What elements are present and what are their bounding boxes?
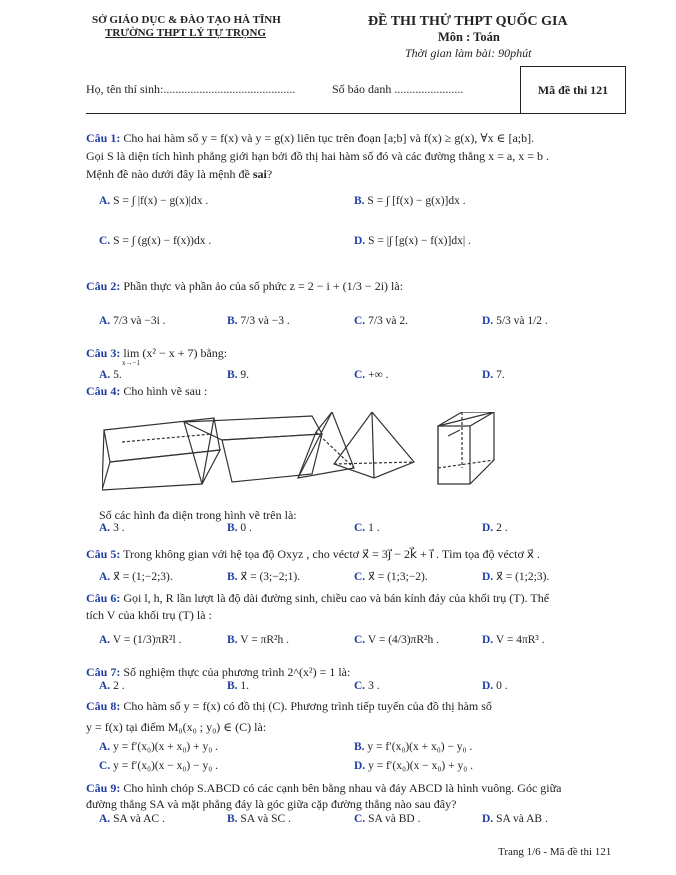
option-text: y = f′(x₀)(x − x₀) + y₀ . [368,760,473,772]
question-3-option-d[interactable] [482,369,505,381]
option-text: 7. [496,369,505,381]
option-text: 0 . [240,522,252,534]
question-5-line [86,547,540,562]
student-id-line: Số báo danh ....................... [332,82,464,96]
option-label: A. [99,680,111,692]
question-7-label: Câu 7: [86,665,121,679]
question-5-option-a[interactable] [99,569,173,583]
question-4-option-a[interactable] [99,522,125,534]
question-8-option-b[interactable] [354,741,472,753]
option-text: 7/3 và −3i . [113,315,166,327]
option-text: 3 . [113,522,125,534]
polyhedra-figure [102,412,622,494]
option-text: x⃗ = (1;−2;3). [113,571,173,583]
question-1-line2: Gọi S là diện tích hình phẳng giới hạn bởi đồ thị hai hàm số đó và các đường thẳng x = a, x = b . [86,149,550,163]
question-5-option-c[interactable] [354,569,428,583]
question-3-limit-sub: x→−1 [122,359,140,367]
question-9-label: Câu 9: [86,781,121,795]
question-9-text1: Cho hình chóp S.ABCD có các cạnh bên bằng nhau và đáy ABCD là hình vuông. Góc giữa [123,781,562,795]
question-1-text3: Mệnh đề nào dưới đây là mệnh đề [86,167,253,181]
question-5-option-d[interactable] [482,569,549,583]
option-label: D. [482,634,494,646]
option-label: B. [354,741,365,753]
option-text: V = 4πR³ . [495,634,545,646]
option-label: A. [99,195,111,207]
option-label: B. [227,634,238,646]
option-label: C. [354,522,366,534]
question-2-option-c[interactable] [354,315,408,327]
question-9-option-d[interactable] [482,813,548,825]
question-2-line [86,279,403,294]
option-label: B. [227,571,238,583]
option-label: A. [99,813,111,825]
student-name-line: Họ, tên thí sinh:............................................ [86,82,296,96]
figure-shape-pyramid [334,412,414,478]
question-9-option-c[interactable] [354,813,420,825]
question-7-option-c[interactable] [354,680,380,692]
option-text: 2 . [496,522,508,534]
question-5-text: Trong không gian với hệ tọa độ Oxyz , cho véctơ x⃗ = 3j⃗ − 2k⃗ + i⃗ . Tìm tọa độ véctơ x⃗ . [123,547,540,561]
question-5-option-b[interactable] [227,569,300,583]
option-text: V = πR²h . [240,634,289,646]
option-text: 5/3 và 1/2 . [496,315,548,327]
option-text: 7/3 và −3 . [240,315,290,327]
question-1-option-d[interactable] [354,235,471,247]
option-label: C. [354,680,366,692]
option-label: D. [482,680,494,692]
option-text: V = (1/3)πR²l . [112,634,182,646]
question-3-text: lim (x² − x + 7) bằng: [123,346,228,360]
question-7-option-b[interactable] [227,680,249,692]
question-6-line1 [86,591,549,606]
department-name: SỞ GIÁO DỤC & ĐÀO TẠO HÀ TĨNH [92,14,281,26]
question-1-option-b[interactable] [354,195,466,207]
question-9-option-a[interactable] [99,813,165,825]
option-label: B. [354,195,365,207]
question-6-option-a[interactable] [99,634,181,646]
question-4-option-d[interactable] [482,522,508,534]
exam-duration: Thời gian làm bài: 90phút [405,46,532,60]
question-6-option-d[interactable] [482,634,545,646]
option-label: D. [354,760,366,772]
option-label: C. [354,315,366,327]
question-1-line3 [86,167,272,182]
option-text: SA và SC . [240,813,291,825]
option-label: C. [354,571,366,583]
option-text: y = f′(x₀)(x + x₀) − y₀ . [367,741,473,753]
figure-shape-cube [438,412,494,484]
option-text: 0 . [496,680,508,692]
question-8-option-d[interactable] [354,760,473,772]
question-6-label: Câu 6: [86,591,121,605]
question-3-option-b[interactable] [227,369,249,381]
question-1-emphasis: sai [252,167,267,181]
question-1-line1 [86,131,534,146]
question-1-text1: Cho hai hàm số y = f(x) và y = g(x) liên tục trên đoạn [a;b] và f(x) ≥ g(x), ∀x ∈ [a;b]. [123,131,535,145]
option-text: x⃗ = (1;2;3). [496,571,550,583]
question-4-line [86,384,207,399]
option-text: 1 . [368,522,380,534]
option-text: 1. [240,680,250,692]
question-8-line1 [86,699,492,714]
option-label: C. [354,369,366,381]
exam-code-box [520,66,626,114]
option-text: S = ∫ (g(x) − f(x))dx . [113,235,212,247]
question-4-label: Câu 4: [86,384,121,398]
school-name: TRƯỜNG THPT LÝ TỰ TRỌNG [105,27,266,39]
option-text: S = |∫ [g(x) − f(x)]dx| . [368,235,471,247]
question-3-option-a[interactable] [99,369,122,381]
exam-code: Mã đề thi 121 [537,82,609,97]
option-text: SA và AC . [113,813,165,825]
header-divider [86,113,624,114]
option-text: S = ∫ [f(x) − g(x)]dx . [367,195,466,207]
option-label: A. [99,634,111,646]
figure-shape-prism [102,418,220,490]
option-text: V = (4/3)πR²h . [367,634,439,646]
option-text: 7/3 và 2. [368,315,408,327]
option-label: C. [99,760,111,772]
question-5-label: Câu 5: [86,547,121,561]
question-6-option-c[interactable] [354,634,439,646]
question-2-option-a[interactable] [99,315,166,327]
question-2-text: Phần thực và phần ảo của số phức z = 2 − i + (1/3 − 2i) là: [123,279,404,293]
question-1-option-a[interactable] [99,195,208,207]
option-text: S = ∫ |f(x) − g(x)|dx . [113,195,209,207]
question-8-text1: Cho hàm số y = f(x) có đồ thị (C). Phương trình tiếp tuyến của đồ thị hàm số [123,699,492,713]
option-label: C. [354,634,366,646]
question-1-option-c[interactable] [99,235,211,247]
question-9-line1 [86,781,561,796]
option-text: SA và AB . [496,813,548,825]
option-text: 3 . [368,680,380,692]
question-8-line2: y = f(x) tại điểm M₀(x₀ ; y₀) ∈ (C) là: [86,720,267,734]
question-6-option-b[interactable] [227,634,289,646]
option-label: D. [482,315,494,327]
option-label: A. [99,522,111,534]
option-text: y = f′(x₀)(x − x₀) − y₀ . [113,760,218,772]
question-7-option-a[interactable] [99,680,125,692]
option-text: 2 . [113,680,125,692]
question-2-option-d[interactable] [482,315,548,327]
option-label: D. [354,235,366,247]
question-7-text: Số nghiệm thực của phương trình 2^(x²) = 1 là: [123,665,351,679]
option-label: D. [482,813,494,825]
option-label: A. [99,315,111,327]
option-label: A. [99,741,111,753]
option-label: B. [227,813,238,825]
question-9-option-b[interactable] [227,813,291,825]
option-text: 5. [113,369,122,381]
exam-subject: Môn : Toán [438,30,500,44]
option-text: +∞ . [368,369,389,381]
option-label: C. [99,235,111,247]
question-4-option-b[interactable] [227,522,252,534]
option-label: D. [482,571,494,583]
option-label: B. [227,680,238,692]
question-4-text: Cho hình vẽ sau : [123,384,208,398]
question-3-option-c[interactable] [354,369,389,381]
option-label: D. [482,522,494,534]
question-2-label: Câu 2: [86,279,121,293]
question-1-label: Câu 1: [86,131,121,145]
question-7-option-d[interactable] [482,680,508,692]
question-3-line [86,346,227,361]
option-label: D. [482,369,494,381]
question-8-option-a[interactable] [99,741,218,753]
question-8-label: Câu 8: [86,699,121,713]
question-1-qmark: ? [266,167,273,181]
question-8-option-c[interactable] [99,760,218,772]
option-text: 9. [240,369,250,381]
question-6-line2: tích V của khối trụ (T) là : [86,608,212,622]
option-label: A. [99,369,111,381]
option-label: A. [99,571,111,583]
question-3-label: Câu 3: [86,346,121,360]
question-6-text1: Gọi l, h, R lần lượt là độ dài đường sinh, chiều cao và bán kính đáy của khối trụ (T). Thể [123,591,550,605]
question-7-line [86,665,350,680]
question-4-prompt: Số các hình đa diện trong hình vẽ trên là: [99,508,297,522]
question-9-line2: đường thẳng SA và mặt phẳng đáy là góc giữa cặp đường thẳng nào sau đây? [86,797,457,811]
option-label: B. [227,369,238,381]
option-label: B. [227,315,238,327]
question-4-option-c[interactable] [354,522,380,534]
option-text: y = f′(x₀)(x + x₀) + y₀ . [113,741,218,753]
option-label: C. [354,813,366,825]
option-text: x⃗ = (3;−2;1). [240,571,301,583]
option-text: x⃗ = (1;3;−2). [368,571,428,583]
page-footer: Trang 1/6 - Mã đề thi 121 [498,846,612,858]
figure-shape-wedge [184,416,322,484]
option-text: SA và BD . [368,813,421,825]
exam-title: ĐỀ THI THỬ THPT QUỐC GIA [368,14,568,29]
question-2-option-b[interactable] [227,315,290,327]
option-label: B. [227,522,238,534]
